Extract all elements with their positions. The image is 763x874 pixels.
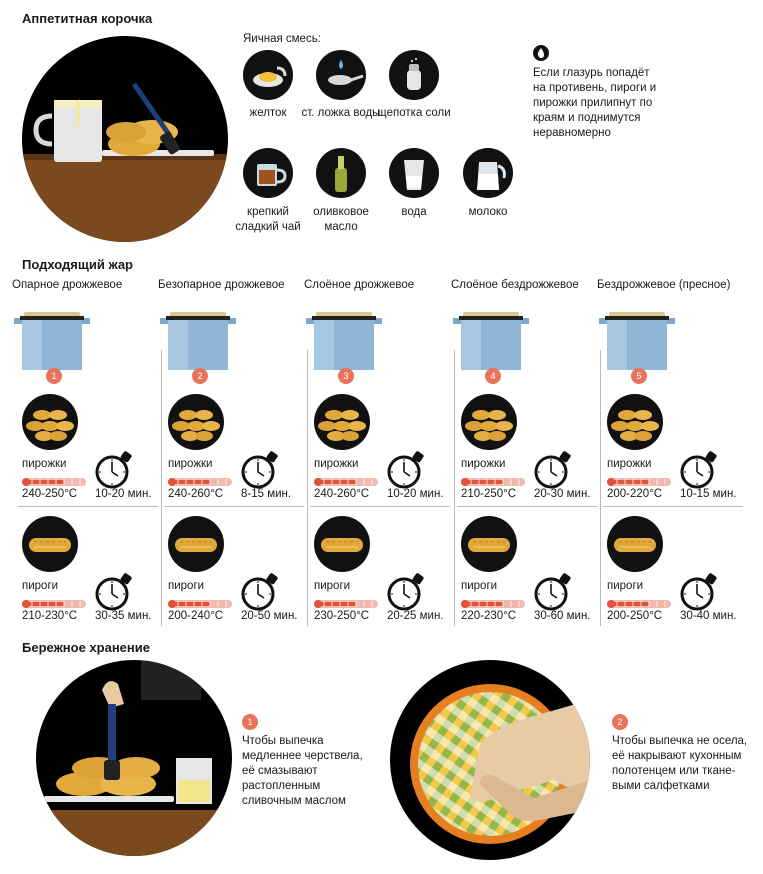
dough-name: Опарное дрожжевое [12, 279, 123, 291]
small-pies-icon [22, 394, 78, 450]
pot-icon [597, 312, 677, 375]
storage-tip-badge: 2 [612, 714, 628, 730]
spoon-water-icon [316, 50, 366, 100]
row-divider [18, 506, 158, 507]
small-pies-icon [314, 394, 370, 450]
storage-tip-badge: 1 [242, 714, 258, 730]
pastry-kind: пироги [22, 580, 59, 592]
large-pie-icon [168, 516, 224, 572]
baking-temperature: 240-260°С [314, 488, 370, 500]
dough-column [304, 278, 450, 628]
pastry-kind: пирожки [22, 458, 67, 470]
dough-number-badge: 5 [631, 368, 647, 384]
baking-time: 30-35 мин. [95, 610, 152, 622]
pot-icon [304, 312, 384, 375]
baking-time: 8-15 мин. [241, 488, 292, 500]
small-pies-icon [168, 394, 224, 450]
section-title-crust: Аппетитная корочка [22, 11, 153, 26]
ingredient-label: крепкий сладкий чай [235, 206, 301, 233]
section-title-storage: Бережное хранение [22, 640, 150, 655]
baking-temperature: 240-260°С [168, 488, 224, 500]
dough-column [597, 278, 743, 628]
pastry-kind: пироги [607, 580, 644, 592]
baking-time: 30-40 мин. [680, 610, 737, 622]
baking-temperature: 220-230°С [461, 610, 517, 622]
baking-time: 20-30 мин. [534, 488, 591, 500]
section-title-heat: Подходящий жар [22, 257, 133, 272]
pastry-kind: пироги [168, 580, 205, 592]
large-pie-icon [22, 516, 78, 572]
dough-number-badge: 1 [46, 368, 62, 384]
dough-name: Безопарное дрожжевое [158, 279, 285, 291]
baking-time: 30-60 мин. [534, 610, 591, 622]
pastry-kind: пирожки [461, 458, 506, 470]
small-pies-icon [607, 394, 663, 450]
storage-tip-text: Чтобы выпечка медленнее черствела, её смазывают растопленным сливочным маслом [242, 735, 363, 807]
pot-icon [12, 312, 92, 375]
ingredient-label: молоко [468, 206, 508, 218]
milk-jug-icon [463, 148, 513, 198]
baking-time: 10-15 мин. [680, 488, 737, 500]
ingredient-label: ст. ложка воды [301, 107, 381, 119]
tea-cup-icon [243, 148, 293, 198]
salt-pinch-icon [389, 50, 439, 100]
pot-icon [158, 312, 238, 375]
pastry-kind: пироги [461, 580, 498, 592]
baking-temperature: 230-250°С [314, 610, 370, 622]
drop-icon [533, 45, 549, 61]
dough-name: Слоёное дрожжевое [304, 279, 415, 291]
butter-brush-illustration [36, 660, 232, 856]
pastry-kind: пирожки [607, 458, 652, 470]
baking-time: 20-25 мин. [387, 610, 444, 622]
crust-illustration [22, 36, 228, 242]
small-pies-icon [461, 394, 517, 450]
ingredient-label: оливковое масло [313, 206, 369, 233]
dough-number-badge: 2 [192, 368, 208, 384]
baking-time: 10-20 мин. [95, 488, 152, 500]
row-divider [310, 506, 450, 507]
olive-oil-icon [316, 148, 366, 198]
water-glass-icon [389, 148, 439, 198]
dough-column [12, 278, 158, 628]
pot-icon [451, 312, 531, 375]
row-divider [164, 506, 304, 507]
pastry-kind: пирожки [314, 458, 359, 470]
pastry-kind: пирожки [168, 458, 213, 470]
baking-temperature: 210-250°С [461, 488, 517, 500]
ingredient-label: щепотка соли [377, 107, 451, 119]
baking-time: 10-20 мин. [387, 488, 444, 500]
row-divider [603, 506, 743, 507]
storage-tip-text: Чтобы выпечка не осела, её накрывают кухонным полотенцем или ткане-выми салфетками [612, 735, 748, 792]
dough-number-badge: 3 [338, 368, 354, 384]
baking-temperature: 240-250°С [22, 488, 78, 500]
baking-temperature: 200-220°С [607, 488, 663, 500]
large-pie-icon [461, 516, 517, 572]
dough-column [158, 278, 304, 628]
dough-column [451, 278, 597, 628]
ingredient-label: вода [401, 206, 427, 218]
baking-temperature: 200-240°С [168, 610, 224, 622]
dough-number-badge: 4 [485, 368, 501, 384]
egg-mix-label: Яичная смесь: [243, 33, 321, 45]
egg-yolk-icon [243, 50, 293, 100]
pastry-kind: пироги [314, 580, 351, 592]
large-pie-icon [607, 516, 663, 572]
crust-tip-text: Если глазурь попадёт на противень, пироги и пирожки прилипнут по краям и поднимутся неравномерно [533, 67, 657, 139]
ingredient-label: желток [249, 107, 287, 119]
baking-temperature: 200-250°С [607, 610, 663, 622]
baking-temperature: 210-230°С [22, 610, 78, 622]
dough-name: Бездрожжевое (пресное) [597, 279, 731, 291]
baking-time: 20-50 мин. [241, 610, 298, 622]
towel-cover-illustration [390, 660, 590, 860]
large-pie-icon [314, 516, 370, 572]
dough-name: Слоёное бездрожжевое [451, 279, 579, 291]
row-divider [457, 506, 597, 507]
